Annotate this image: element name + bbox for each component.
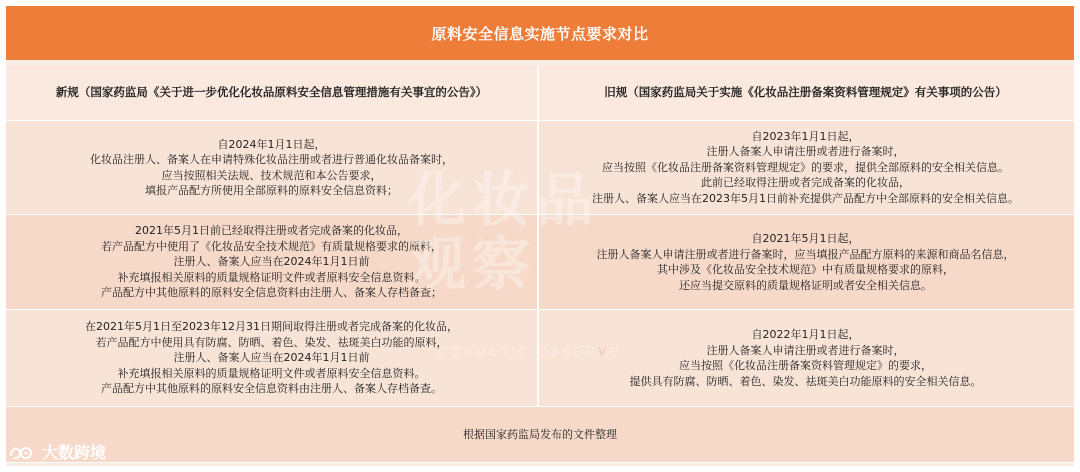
table-row xyxy=(6,310,1074,407)
bee-logo-icon xyxy=(8,442,36,462)
new-rule-cell: 2021年5月1日前已经取得注册或者完成备案的化妆品， 若产品配方中使用了《化妆品安全技术规范》有质量规格要求的原料， 注册人、备案人应当在2024年1月1日前 补充填报相关原料的质量规格证明文件或者原料安全信息资料。 产品配方中其他原料的原料安全信息资料由注册人、备案人存档备查； xyxy=(6,215,539,309)
table-row xyxy=(6,215,1074,310)
watermark-sub-suffix: E xyxy=(609,344,622,359)
source-note: 根据国家药监局发布的文件整理 xyxy=(463,427,617,441)
new-rule-cell: 在2021年5月1日至2023年12月31日期间取得注册或者完成备案的化妆品， 若产品配方中使用具有防腐、防晒、着色、染发、祛斑美白功能的原料， 注册人、备案人应当在2024年1月1日前 补充填报相关原料的质量规格证明文件或者原料安全信息资料。 产品配方中其他原料的原料安全信息资料由注册人、备案人存档备查。 xyxy=(6,310,539,406)
old-rule-cell: 自2022年1月1日起， 注册人备案人申请注册或者进行备案时， 应当按照《化妆品注册备案资料管理规定》的要求， 提供具有防腐、防晒、着色、染发、祛斑美白功能原料的安全相关信息。 xyxy=(629,328,982,388)
table-row xyxy=(6,121,1074,215)
table-footer-row xyxy=(6,407,1074,463)
brand-name: 大数跨境 xyxy=(42,443,107,462)
header-new-rule: 新规（国家药监局《关于进一步优化化妆品原料安全信息管理措施有关事宜的公告》） xyxy=(6,66,539,120)
header-old-rule: 旧规（国家药监局关于实施《化妆品注册备案资料管理规定》有关事项的公告） xyxy=(604,85,1007,100)
brand-mark xyxy=(8,440,106,463)
comparison-table xyxy=(6,66,1074,463)
old-rule-cell: 自2021年5月1日起， 注册人备案人申请注册或者进行备案时，应当填报产品配方原料的来源和商品名信息， 其中涉及《化妆品安全技术规范》中有质量规格要求的原料， 还应当提交原料的质量规格证明或者安全相关信息。 xyxy=(596,232,1015,292)
watermark-sub-v: V xyxy=(597,344,610,359)
watermark-line1: 化妆品 xyxy=(408,166,601,234)
comparison-frame xyxy=(6,6,1074,466)
page-title: 原料安全信息实施节点要求对比 xyxy=(6,6,1074,60)
watermark-sub-prefix: COSMETIC OBSER xyxy=(438,344,598,359)
watermark-line2: 观察 xyxy=(408,230,537,298)
table-header-row xyxy=(6,66,1074,121)
new-rule-cell: 自2024年1月1日起， 化妆品注册人、备案人在申请特殊化妆品注册或者进行普通化妆品备案时， 应当按照相关法规、技术规范和本公告要求， 填报产品配方所使用全部原料的原料安全信息资料； xyxy=(6,121,539,214)
old-rule-cell: 自2023年1月1日起， 注册人备案人申请注册或者进行备案时， 应当按照《化妆品注册备案资料管理规定》的要求，提供全部原料的安全相关信息。 此前已经取得注册或者完成备案的化妆品， 注册人、备案人应当在2023年5月1日前补充提供产品配方中全部原料的安全相关信息。 xyxy=(592,129,1019,205)
